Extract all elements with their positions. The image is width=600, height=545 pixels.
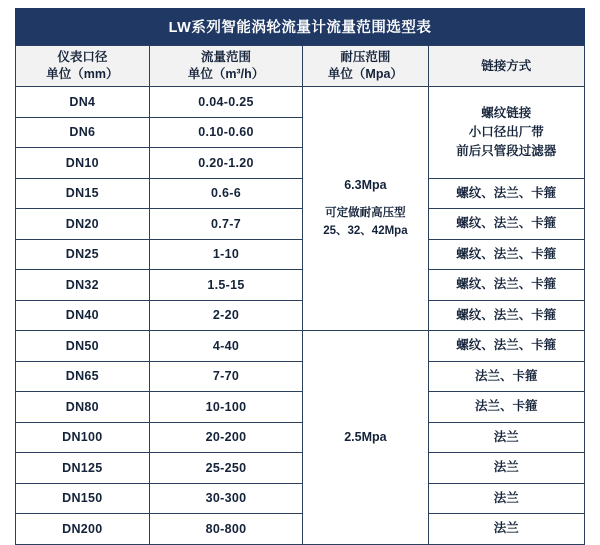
- column-header-flow-range: [149, 46, 303, 87]
- cell-connection: 法兰、卡箍: [428, 392, 585, 423]
- cell-flow-range: 20-200: [149, 422, 303, 453]
- cell-bore: DN65: [16, 361, 150, 392]
- cell-bore: DN150: [16, 483, 150, 514]
- cell-flow-range: 7-70: [149, 361, 303, 392]
- cell-flow-range: 30-300: [149, 483, 303, 514]
- column-header-connection-line1: 链接方式: [481, 58, 532, 73]
- table-header: [16, 46, 585, 87]
- cell-flow-range: 0.20-1.20: [149, 148, 303, 179]
- cell-bore: DN200: [16, 514, 150, 545]
- cell-flow-range: 1.5-15: [149, 270, 303, 301]
- table-row: [16, 239, 585, 270]
- column-header-connection: [428, 46, 585, 87]
- pressure-spacer: [303, 195, 427, 205]
- cell-flow-range: 0.6-6: [149, 178, 303, 209]
- cell-connection-small-bore: [428, 87, 585, 179]
- cell-flow-range: 25-250: [149, 453, 303, 484]
- cell-connection: 法兰: [428, 422, 585, 453]
- column-header-bore: [16, 46, 150, 87]
- cell-connection: 螺纹、法兰、卡箍: [428, 331, 585, 362]
- spec-sheet: [15, 8, 585, 545]
- pressure-high-note-line2: 25、32、42Mpa: [323, 225, 408, 238]
- cell-connection: 螺纹、法兰、卡箍: [428, 239, 585, 270]
- cell-flow-range: 80-800: [149, 514, 303, 545]
- connection-small-bore-line1: 螺纹链接: [481, 106, 532, 121]
- cell-flow-range: 2-20: [149, 300, 303, 331]
- cell-bore: DN4: [16, 87, 150, 118]
- pressure-high-note-line1: 可定做耐高压型: [325, 207, 406, 220]
- table-row: [16, 453, 585, 484]
- cell-connection: 螺纹、法兰、卡箍: [428, 178, 585, 209]
- cell-bore: DN25: [16, 239, 150, 270]
- column-header-pressure: [303, 46, 428, 87]
- cell-flow-range: 0.10-0.60: [149, 117, 303, 148]
- page-title: LW系列智能涡轮流量计流量范围选型表: [15, 8, 585, 45]
- table-row: [16, 270, 585, 301]
- cell-bore: DN50: [16, 331, 150, 362]
- header-row: [16, 46, 585, 87]
- connection-small-bore-line3: 前后只管段过滤器: [456, 143, 557, 158]
- table-row: [16, 87, 585, 118]
- table-row: [16, 361, 585, 392]
- column-header-bore-line2: 单位（mm）: [46, 67, 119, 81]
- cell-pressure-high: [303, 87, 428, 331]
- cell-bore: DN100: [16, 422, 150, 453]
- column-header-bore-line1: 仪表口径: [57, 50, 108, 65]
- column-header-pressure-line2: 单位（Mpa）: [327, 67, 403, 81]
- column-header-flow-range-line2: 单位（m³/h）: [187, 67, 265, 81]
- cell-bore: DN125: [16, 453, 150, 484]
- cell-connection: 螺纹、法兰、卡箍: [428, 270, 585, 301]
- table-row: [16, 178, 585, 209]
- cell-bore: DN40: [16, 300, 150, 331]
- cell-flow-range: 4-40: [149, 331, 303, 362]
- cell-bore: DN80: [16, 392, 150, 423]
- cell-pressure-low: [303, 331, 428, 545]
- cell-flow-range: 0.04-0.25: [149, 87, 303, 118]
- table-row: [16, 209, 585, 240]
- cell-bore: DN15: [16, 178, 150, 209]
- cell-flow-range: 0.7-7: [149, 209, 303, 240]
- table-row: [16, 483, 585, 514]
- table-body: [16, 87, 585, 545]
- cell-connection: 螺纹、法兰、卡箍: [428, 209, 585, 240]
- cell-bore: DN10: [16, 148, 150, 179]
- pressure-low-value: 2.5Mpa: [344, 429, 387, 444]
- connection-small-bore-line2: 小口径出厂带: [468, 124, 544, 139]
- spec-table: [15, 45, 585, 545]
- table-row: [16, 514, 585, 545]
- cell-bore: DN32: [16, 270, 150, 301]
- pressure-high-value: 6.3Mpa: [344, 178, 387, 192]
- table-row: [16, 392, 585, 423]
- table-row: [16, 422, 585, 453]
- cell-flow-range: 1-10: [149, 239, 303, 270]
- cell-bore: DN20: [16, 209, 150, 240]
- cell-bore: DN6: [16, 117, 150, 148]
- column-header-pressure-line1: 耐压范围: [340, 50, 391, 65]
- cell-connection: 法兰: [428, 483, 585, 514]
- cell-connection: 法兰: [428, 453, 585, 484]
- cell-connection: 螺纹、法兰、卡箍: [428, 300, 585, 331]
- table-row: [16, 331, 585, 362]
- cell-connection: 法兰: [428, 514, 585, 545]
- cell-connection: 法兰、卡箍: [428, 361, 585, 392]
- column-header-flow-range-line1: 流量范围: [201, 50, 252, 65]
- cell-flow-range: 10-100: [149, 392, 303, 423]
- table-row: [16, 300, 585, 331]
